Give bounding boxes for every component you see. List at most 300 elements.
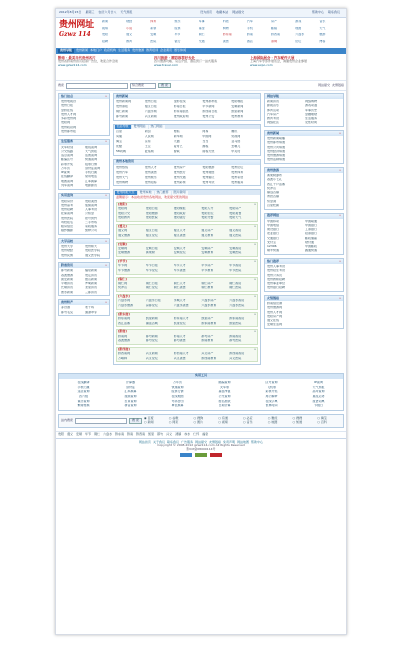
famous-site-link[interactable]: 百度 — [116, 130, 123, 134]
right-nav-link[interactable]: 教育考试 — [267, 117, 280, 120]
left-panel-link[interactable]: 公积金 — [85, 212, 95, 216]
radio-icon[interactable]: ○ — [267, 420, 272, 425]
category-link[interactable]: 凉都论坛 — [145, 303, 158, 307]
category-title[interactable]: [安顺] — [118, 241, 127, 246]
category-link[interactable]: 万峰林 — [118, 356, 128, 360]
tool-link[interactable]: 违章查询 — [77, 390, 90, 394]
footer-link[interactable]: 关于我们 — [152, 439, 165, 444]
header-link[interactable]: 彩票 — [150, 26, 157, 30]
right-nav-link[interactable]: 金融理财 — [305, 112, 318, 116]
search-extra-link[interactable]: 网站提交 — [317, 82, 330, 87]
tool-link[interactable]: 在线地图 — [171, 394, 184, 398]
category-link[interactable]: 贵阳旅游 — [145, 211, 158, 215]
right-panel-link[interactable]: 邮政储蓄 — [305, 236, 318, 240]
search-extra-link[interactable]: 友情链接 — [331, 82, 344, 87]
category-title[interactable]: [铜仁] — [118, 276, 127, 281]
local-info-link[interactable]: 贵州招标 — [144, 180, 157, 184]
category-link[interactable]: 贵阳交警 — [201, 216, 214, 220]
left-panel-link[interactable]: 火车时刻 — [61, 145, 74, 149]
tool-link[interactable]: 高考查询 — [312, 390, 325, 394]
category-link[interactable]: 铜仁政府 — [229, 281, 242, 285]
nav-item[interactable]: 娱乐休闲 — [174, 48, 187, 53]
radio-icon[interactable]: ○ — [292, 420, 297, 425]
category-link[interactable]: 六盘水房产 — [201, 299, 217, 303]
category-link[interactable]: 遵义人才 — [173, 229, 186, 233]
left-panel-link[interactable]: 罗甸新闻 — [85, 282, 98, 285]
header-link[interactable]: 娱乐 — [174, 20, 181, 23]
right-nav-link[interactable]: 军事历史 — [305, 108, 318, 112]
left-panel-link[interactable]: 贵阳网 — [61, 121, 71, 125]
right-panel-link[interactable]: 贵州新闻联播 — [267, 137, 286, 140]
nav-item[interactable]: 企业黄页 — [160, 48, 173, 53]
bookmark-link[interactable]: 收藏本站 — [216, 10, 229, 15]
left-panel-link[interactable]: 贵州电视台 — [61, 100, 77, 103]
left-panel-link[interactable]: 惠水新闻 — [61, 290, 74, 294]
news-link[interactable]: 铜仁新闻 — [116, 109, 129, 113]
left-panel-link[interactable]: 茅台酒 — [61, 306, 71, 310]
left-panel-link[interactable]: 社保查询 — [61, 212, 74, 216]
left-panel-link[interactable]: 贵阳房价 — [61, 199, 74, 203]
ad-title[interactable]: 四川旅游 · 精彩推荐好去处 — [154, 56, 195, 60]
top-weather-link[interactable]: 天气预报 — [120, 10, 133, 15]
city-link[interactable]: 清镇 — [175, 431, 182, 436]
left-panel-link[interactable]: 贵州财经 — [61, 249, 74, 253]
category-link[interactable]: 西江苗寨 — [118, 321, 131, 325]
category-link[interactable]: 遵义政府 — [229, 229, 242, 233]
right-panel-link[interactable]: 12306 — [267, 245, 277, 248]
tool-link[interactable]: 生肖查询 — [124, 399, 137, 403]
cert-badge-icon[interactable] — [180, 453, 192, 457]
category-link[interactable]: 镇远古城 — [145, 321, 158, 325]
news-link[interactable]: 都匀新闻 — [116, 114, 129, 118]
tab-directory-2[interactable]: 热门推荐 — [156, 189, 169, 194]
more-icon[interactable]: » — [339, 295, 341, 300]
left-panel-link[interactable]: 手机归属 — [85, 171, 98, 174]
left-panel-link[interactable]: 遵义医学院 — [85, 253, 101, 257]
tool-link[interactable]: 繁简转换 — [77, 404, 90, 408]
tool-link[interactable]: 黄历查询 — [77, 399, 90, 403]
category-link[interactable]: 六盘水美食 — [173, 303, 189, 307]
left-panel-link[interactable]: 都匀毛尖 — [61, 310, 74, 314]
category-link[interactable]: 遵义日报 — [145, 229, 158, 233]
category-link[interactable]: 铜仁人才 — [173, 281, 186, 285]
right-panel-link[interactable]: 黄果树瀑布 — [267, 174, 283, 177]
left-panel-link[interactable]: 地图查询 — [61, 179, 74, 183]
category-link[interactable]: 黔西南政府 — [229, 352, 245, 356]
left-panel-link[interactable]: 多彩贵州网 — [61, 117, 77, 120]
right-panel-link[interactable]: 中国联通 — [305, 219, 318, 223]
right-panel-link[interactable]: 贵州经济频道 — [267, 149, 286, 153]
category-link[interactable]: 毕节美食 — [173, 268, 186, 272]
famous-site-link[interactable]: 优酷 — [116, 145, 123, 149]
category-link[interactable]: 遵义美食 — [173, 233, 186, 237]
left-panel-link[interactable]: 彩票开奖 — [61, 162, 74, 166]
radio-icon[interactable]: ○ — [193, 420, 198, 425]
famous-site-link[interactable]: 京东 — [144, 140, 151, 144]
city-link[interactable]: 六盘水 — [103, 431, 113, 436]
right-panel-link[interactable]: 贵州事业单位 — [267, 282, 286, 285]
left-panel-link[interactable]: 贵州民族 — [61, 253, 74, 257]
category-title[interactable]: [黔西南] — [118, 346, 130, 351]
category-link[interactable]: 都匀论坛 — [145, 339, 158, 343]
more-icon[interactable]: » — [254, 201, 256, 206]
header-link[interactable]: 博客 — [319, 39, 326, 43]
right-panel-link[interactable]: 安顺生活网 — [267, 323, 283, 327]
tool-link[interactable]: 身份证 — [125, 385, 135, 389]
category-link[interactable]: 安顺教育 — [201, 251, 214, 255]
header-link[interactable]: 音乐 — [319, 20, 326, 23]
right-panel-link[interactable]: 贵州银行招聘 — [267, 286, 286, 290]
engine-option[interactable] — [169, 421, 193, 425]
famous-site-link[interactable]: 凤凰 — [116, 135, 123, 139]
trust-badge-icon[interactable] — [195, 453, 207, 457]
right-panel-link[interactable]: 镇远古镇 — [267, 191, 280, 194]
left-panel-link[interactable]: 在线翻译 — [61, 175, 74, 179]
more-icon[interactable]: » — [339, 213, 341, 218]
left-panel-link[interactable]: 二手市场 — [85, 220, 98, 224]
left-panel-link[interactable]: 股票行情 — [85, 162, 98, 166]
city-link[interactable]: 赤水 — [184, 431, 191, 436]
right-panel-link[interactable]: 招商银行 — [305, 232, 318, 236]
more-icon[interactable]: » — [105, 238, 107, 243]
category-link[interactable]: 铜仁医院 — [229, 286, 242, 290]
category-link[interactable]: 六盘水日报 — [145, 299, 161, 303]
local-info-link[interactable]: 贵州汽车 — [116, 170, 129, 174]
category-link[interactable]: 安顺人才 — [173, 246, 186, 250]
news-link[interactable]: 遵义日报 — [144, 104, 157, 108]
city-link[interactable]: 遵义 — [67, 431, 74, 436]
right-nav-link[interactable]: 生活服务 — [305, 117, 318, 120]
news-link[interactable]: 贵州公安 — [202, 114, 215, 118]
nav-item[interactable]: 教育培训 — [146, 48, 159, 53]
right-panel-link[interactable]: 建设银行 — [267, 228, 280, 231]
header-link[interactable]: 小说 — [126, 26, 133, 30]
category-link[interactable]: 荔波旅游 — [118, 339, 131, 343]
news-link[interactable]: 贵州日报 — [144, 100, 157, 103]
right-panel-link[interactable]: 梵净山 — [267, 186, 277, 190]
city-link[interactable]: 黔南 — [127, 431, 134, 436]
more-icon[interactable]: » — [254, 276, 256, 281]
left-panel-link[interactable]: 婚纱摄影 — [61, 229, 74, 233]
famous-site-link[interactable]: 亚马逊 — [231, 140, 241, 144]
ad-block[interactable] — [250, 56, 344, 78]
site-logo[interactable] — [59, 20, 99, 42]
contact-link[interactable]: 联系我们 — [327, 10, 340, 15]
footer-link[interactable]: 网站首页 — [138, 439, 151, 444]
radio-icon[interactable]: ○ — [267, 415, 272, 420]
local-info-link[interactable]: 贵州彩票 — [173, 180, 186, 184]
right-nav-link[interactable]: 游戏动漫 — [305, 104, 318, 108]
search-input[interactable] — [66, 83, 128, 89]
radio-icon[interactable]: ○ — [193, 415, 198, 420]
category-link[interactable]: 毕节日报 — [145, 264, 158, 268]
tool-link[interactable]: 飞机票 — [266, 385, 276, 389]
category-link[interactable]: 兴义论坛 — [145, 356, 158, 360]
right-nav-link[interactable]: 女性时尚 — [305, 121, 318, 125]
right-panel-link[interactable]: 贵州公共频道 — [267, 145, 286, 149]
category-link[interactable]: 六盘水政府 — [229, 299, 245, 303]
search-button[interactable]: 搜 索 — [158, 83, 171, 89]
local-info-link[interactable]: 贵州考试 — [202, 180, 215, 184]
city-link[interactable]: 毕节 — [85, 431, 92, 436]
left-panel-link[interactable]: 贵阳美食 — [85, 199, 98, 203]
tool-link[interactable]: 快递查询 — [171, 385, 184, 389]
category-link[interactable]: 铜仁美食 — [173, 286, 186, 290]
news-link[interactable]: 兴义新闻 — [144, 114, 157, 118]
left-panel-link[interactable]: 三都资讯 — [85, 290, 98, 294]
right-panel-link[interactable]: 工商银行 — [305, 228, 318, 231]
news-link[interactable]: 贵州商报 — [116, 104, 129, 108]
tab-directory-3[interactable]: 图片新闻 — [173, 189, 186, 194]
left-panel-link[interactable]: 贵阳医学院 — [85, 249, 101, 253]
left-panel-link[interactable]: 快递查询 — [85, 158, 98, 162]
left-panel-link[interactable]: 贵定资讯 — [85, 273, 98, 277]
left-panel-link[interactable]: 贵州大学 — [61, 245, 74, 248]
news-link[interactable]: 贵州都市报 — [202, 100, 218, 103]
footer-link[interactable]: 网站提交 — [194, 439, 207, 444]
left-panel-link[interactable]: 驾校报名 — [61, 220, 74, 224]
category-link[interactable]: 都匀医院 — [229, 339, 242, 343]
radio-icon[interactable]: ○ — [218, 420, 222, 425]
news-link[interactable]: 贵阳晚报 — [231, 100, 244, 103]
category-link[interactable]: 毕节教育 — [201, 268, 214, 272]
category-link[interactable]: 安顺房产 — [201, 246, 214, 250]
more-icon[interactable]: » — [105, 262, 107, 267]
header-link[interactable]: 毕节 — [174, 33, 181, 37]
right-nav-link[interactable]: 网络社区 — [267, 121, 280, 125]
more-icon[interactable]: » — [105, 299, 107, 304]
right-panel-link[interactable]: 圆通快递 — [305, 249, 318, 253]
category-link[interactable]: 贵阳公交 — [118, 211, 131, 215]
news-link[interactable]: 凯里新闻 — [231, 109, 244, 113]
city-link[interactable]: 贵阳 — [58, 431, 65, 436]
local-info-link[interactable]: 贵州婚庆 — [202, 175, 215, 179]
category-link[interactable]: 贵阳网 — [118, 207, 128, 211]
famous-site-link[interactable]: 网易 — [202, 130, 209, 134]
famous-site-link[interactable]: 携程 — [202, 145, 209, 149]
category-link[interactable]: 贵阳日报 — [145, 207, 158, 211]
nav-item[interactable]: 生活服务 — [118, 48, 131, 53]
category-link[interactable]: 凯里论坛 — [173, 321, 186, 325]
category-link[interactable]: 黔东南网 — [118, 316, 131, 320]
radio-icon[interactable]: ○ — [292, 415, 297, 420]
local-info-link[interactable]: 贵州服务 — [231, 180, 244, 184]
city-link[interactable]: 黔西南 — [136, 431, 146, 436]
category-link[interactable]: 贵阳天气 — [229, 216, 242, 220]
tool-link[interactable]: 在线翻译 — [77, 381, 90, 385]
category-link[interactable]: 贵阳论坛 — [201, 211, 214, 215]
category-title[interactable]: [毕节] — [118, 259, 127, 264]
category-link[interactable]: 兴义美食 — [173, 356, 186, 360]
category-link[interactable]: 黔西南网 — [118, 352, 131, 356]
category-link[interactable]: 毕节医院 — [229, 268, 242, 272]
header-link[interactable]: 铜仁 — [198, 33, 205, 37]
category-link[interactable]: 毕节旅游 — [118, 268, 131, 272]
news-link[interactable]: 毕节新闻 — [202, 104, 215, 108]
news-link[interactable]: 贵州新闻网 — [116, 100, 132, 103]
famous-site-link[interactable]: 前程无忧 — [202, 150, 215, 154]
category-link[interactable]: 六盘水医院 — [229, 303, 245, 307]
category-link[interactable]: 铜仁日报 — [145, 281, 158, 285]
tool-link[interactable]: 世界时间 — [265, 404, 278, 408]
tool-link[interactable]: IP查询 — [314, 381, 323, 385]
news-link[interactable]: 黔东南信息 — [173, 109, 189, 113]
city-link[interactable]: 仁怀 — [193, 431, 200, 436]
category-title[interactable]: [黔东南] — [118, 311, 130, 316]
right-nav-link[interactable]: 汽车房产 — [267, 112, 280, 116]
city-link[interactable]: 兴义 — [166, 431, 173, 436]
more-icon[interactable]: » — [254, 241, 256, 246]
city-link[interactable]: 福泉 — [202, 431, 209, 436]
category-link[interactable]: 兴义新闻 — [145, 352, 158, 356]
engine-option[interactable] — [292, 421, 316, 425]
category-link[interactable]: 黔南人才 — [173, 334, 186, 338]
header-link[interactable]: 美食 — [222, 39, 229, 43]
right-panel-link[interactable]: 贵州人才网 — [267, 310, 283, 314]
header-link[interactable]: 酒店 — [246, 39, 253, 43]
header-link[interactable]: 招聘 — [102, 39, 109, 43]
tool-link[interactable]: 在线字典 — [265, 399, 278, 403]
set-home-link[interactable]: 设为首页 — [200, 10, 213, 15]
header-link[interactable]: 新闻 — [102, 20, 109, 23]
left-panel-link[interactable]: 贵州医院 — [61, 216, 74, 220]
header-link[interactable]: 商城 — [271, 39, 278, 43]
category-link[interactable]: 黔西南人才 — [173, 352, 189, 356]
left-panel-link[interactable]: 福泉新闻 — [85, 269, 98, 273]
footer-link[interactable]: 免责声明 — [223, 439, 236, 444]
news-link[interactable]: 黔西南日报 — [202, 109, 218, 113]
radio-icon[interactable]: ○ — [317, 415, 321, 420]
local-info-link[interactable]: 贵州热线 — [116, 165, 129, 169]
local-info-link[interactable]: 贵州娱乐 — [144, 175, 157, 179]
header-link[interactable]: 黔东南 — [222, 33, 232, 37]
local-info-link[interactable]: 贵州美食 — [144, 170, 157, 174]
tool-link[interactable]: 单位换算 — [171, 404, 184, 408]
right-panel-link[interactable]: 黔南信息港 — [267, 302, 283, 305]
engine-option[interactable] — [193, 421, 217, 425]
more-icon[interactable]: » — [254, 329, 256, 334]
more-icon[interactable]: » — [339, 130, 341, 135]
category-link[interactable]: 遵义医院 — [229, 233, 242, 237]
engine-option[interactable] — [243, 421, 267, 425]
header-link[interactable]: 手机 — [246, 26, 253, 30]
tool-link[interactable]: 成语词典 — [312, 399, 325, 403]
local-info-link[interactable]: 贵州论坛 — [231, 165, 244, 169]
radio-icon[interactable]: ○ — [242, 415, 247, 420]
category-link[interactable]: 安顺网 — [118, 246, 128, 250]
ad-block[interactable] — [154, 56, 248, 78]
more-icon[interactable]: » — [339, 167, 341, 172]
famous-site-link[interactable]: 58同城 — [116, 150, 126, 154]
more-icon[interactable]: » — [105, 93, 107, 98]
left-panel-link[interactable]: 常用电话 — [85, 175, 98, 179]
engine-option[interactable] — [144, 421, 168, 425]
left-panel-link[interactable]: 身份证查询 — [85, 166, 101, 170]
right-nav-link[interactable]: 体育运动 — [267, 108, 280, 112]
famous-site-link[interactable]: 搜狐 — [173, 130, 180, 134]
radio-icon[interactable]: ○ — [168, 415, 173, 420]
ad-url[interactable]: www.gzwz114.com — [58, 63, 87, 67]
right-panel-link[interactable]: 织金洞 — [267, 199, 277, 203]
category-link[interactable]: 凯里新闻 — [145, 316, 158, 320]
local-info-link[interactable]: 贵州体育 — [231, 170, 244, 174]
right-panel-link[interactable]: 顺丰快递 — [267, 249, 280, 253]
right-panel-link[interactable]: 百里杜鹃 — [267, 203, 280, 207]
header-link[interactable]: 房产 — [271, 20, 278, 23]
header-link[interactable]: 购物 — [222, 26, 229, 30]
ad-title[interactable]: 上海国际展会 · 汽车配件大展 — [250, 56, 295, 60]
ad-url[interactable]: www.expo.com — [250, 63, 273, 67]
left-panel-link[interactable]: 平塘资讯 — [61, 282, 74, 285]
category-link[interactable]: 黔东南人才 — [173, 316, 189, 320]
tool-link[interactable]: 区号查询 — [265, 381, 278, 385]
tool-link[interactable]: 四六级 — [78, 394, 88, 398]
left-panel-link[interactable]: 金黔在线 — [61, 108, 74, 112]
news-link[interactable]: 贵州教育 — [231, 114, 244, 118]
category-link[interactable]: 黔东南教育 — [201, 321, 217, 325]
category-link[interactable]: 遵义房产 — [201, 229, 214, 233]
famous-site-link[interactable]: 新浪 — [144, 130, 151, 134]
tool-link[interactable]: 火车票 — [219, 385, 229, 389]
local-info-link[interactable]: 贵州房产 — [173, 165, 186, 169]
more-icon[interactable]: » — [105, 193, 107, 198]
radio-icon[interactable]: ◉ — [143, 415, 148, 420]
category-link[interactable]: 水城人才 — [173, 299, 186, 303]
tool-link[interactable]: 星座运势 — [312, 394, 325, 398]
tool-link[interactable]: 手机归属 — [77, 385, 90, 389]
left-panel-link[interactable]: 贵州高考 — [61, 203, 74, 207]
left-panel-link[interactable]: 瓮安新闻 — [61, 277, 74, 281]
famous-site-link[interactable]: 央视网 — [231, 135, 241, 139]
city-link[interactable]: 铜仁 — [94, 431, 101, 436]
category-link[interactable]: 毕节论坛 — [145, 268, 158, 272]
left-panel-link[interactable]: 都匀新闻 — [61, 269, 74, 273]
header-link[interactable]: 论坛 — [295, 39, 302, 43]
tool-link[interactable]: 万年历 — [172, 381, 182, 385]
left-panel-link[interactable]: 湄潭翠芽 — [85, 310, 98, 314]
left-panel-link[interactable]: 装修公司 — [85, 229, 98, 233]
header-link[interactable]: 地图 — [295, 26, 302, 30]
tool-link[interactable]: 股票行情 — [171, 390, 184, 394]
category-link[interactable]: 安顺旅游 — [118, 251, 131, 255]
right-panel-link[interactable]: 青岩古镇 — [267, 195, 280, 199]
stats-badge-icon[interactable] — [210, 453, 222, 457]
search-category-select[interactable] — [130, 83, 156, 89]
header-link[interactable]: 军事 — [198, 20, 205, 23]
left-panel-link[interactable]: 成绩查询 — [85, 203, 98, 207]
tab-famous-2[interactable]: 热门网站 — [150, 124, 163, 129]
left-panel-link[interactable]: 家政服务 — [85, 225, 98, 228]
local-info-link[interactable]: 贵州财经 — [202, 170, 215, 174]
left-panel-link[interactable]: 长顺资讯 — [61, 286, 74, 290]
nav-item[interactable]: 贵州新闻 — [76, 48, 89, 53]
category-link[interactable]: 贵阳医院 — [145, 216, 158, 220]
category-link[interactable]: 黔南网 — [118, 334, 128, 338]
right-panel-link[interactable]: 贵州都市频道 — [267, 141, 286, 145]
radio-icon[interactable]: ○ — [168, 420, 173, 425]
local-info-link[interactable]: 贵州家居 — [231, 175, 244, 179]
category-link[interactable]: 六盘水旅游 — [118, 303, 134, 307]
more-icon[interactable]: » — [105, 139, 107, 144]
header-link[interactable]: 遵义 — [126, 33, 133, 37]
famous-site-link[interactable]: 土豆 — [144, 145, 151, 149]
left-panel-link[interactable]: 租房信息 — [61, 225, 74, 228]
category-link[interactable]: 贵阳晚报 — [173, 207, 186, 211]
category-link[interactable]: 铜仁房产 — [201, 281, 214, 285]
footer-link[interactable]: 帮助中心 — [251, 439, 264, 444]
famous-site-link[interactable]: 人民网 — [144, 135, 154, 139]
category-link[interactable]: 毕节人才 — [173, 264, 186, 268]
